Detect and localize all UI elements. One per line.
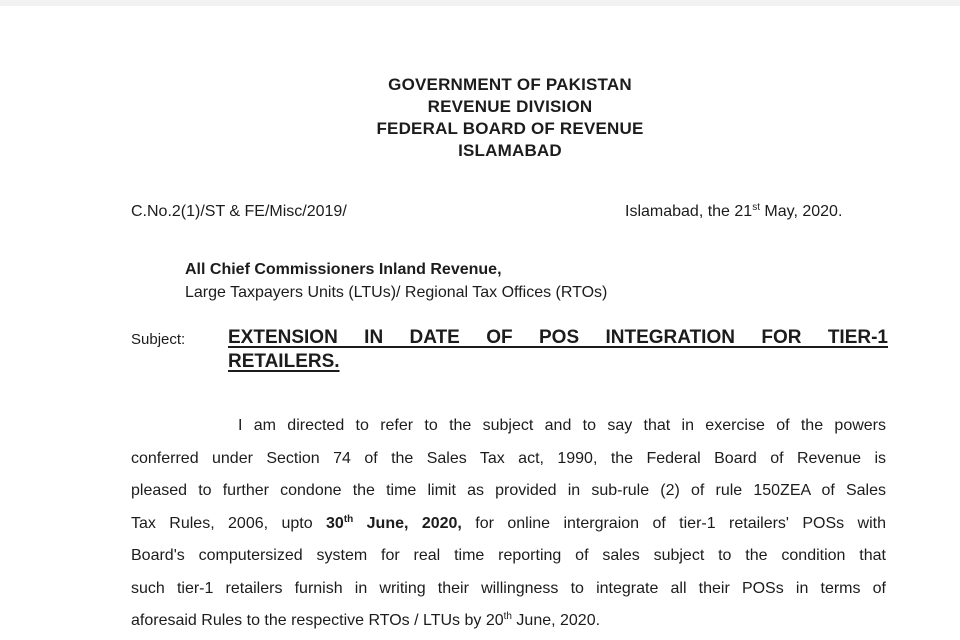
letterhead-government: GOVERNMENT OF PAKISTAN — [388, 75, 632, 94]
date-suffix: May, 2020. — [759, 203, 843, 220]
date-prefix: Islamabad, the 21 — [625, 203, 753, 220]
letterhead-division: REVENUE DIVISION — [427, 97, 593, 116]
deadline-month-year: June, 2020, — [353, 514, 462, 532]
addressee-offices: Large Taxpayers Units (LTUs)/ Regional Tax Offices (RTOs) — [185, 284, 608, 301]
willingness-date-ordinal: th — [503, 611, 512, 622]
body-line-2: conferred under Section 74 of the Sales Tax act, 1990, the Federal Board of Revenue is — [131, 449, 886, 467]
page-top-edge — [0, 0, 960, 6]
body-line-3: pleased to further condone the time limit as provided in sub-rule (2) of rule 150ZEA of Sales — [131, 482, 886, 499]
body-line-4 — [131, 508, 886, 541]
letterhead-city: ISLAMABAD — [458, 141, 562, 160]
deadline-day: 30 — [326, 514, 344, 532]
deadline-ordinal: th — [343, 513, 354, 525]
body-paragraph — [131, 410, 886, 638]
subject-label: Subject: — [131, 331, 186, 348]
letterhead-board: FEDERAL BOARD OF REVENUE — [376, 119, 644, 138]
body-line-4-end: for online intergraion of tier-1 retailers' POSs with — [461, 514, 887, 532]
body-line-6: such tier-1 retailers furnish in writing their willingness to integrate all their POSs in terms of — [131, 579, 886, 597]
body-line-7-start: aforesaid Rules to the respective RTOs / LTUs by 20 — [131, 612, 504, 629]
letterhead — [0, 74, 960, 162]
addressee-title: All Chief Commissioners Inland Revenue, — [185, 261, 502, 278]
addressee-block — [185, 258, 607, 304]
body-line-4-start: Tax Rules, 2006, upto — [131, 514, 327, 532]
letter-date — [625, 203, 842, 221]
reference-number: C.No.2(1)/ST & FE/Misc/2019/ — [131, 203, 347, 220]
subject-line-2: RETAILERS. — [228, 351, 340, 372]
deadline-date — [326, 515, 462, 532]
body-line-7 — [131, 605, 886, 638]
subject-heading — [228, 326, 888, 374]
subject-line-1: EXTENSION IN DATE OF POS INTEGRATION FOR TIER-1 — [228, 327, 888, 348]
date-ordinal: st — [752, 202, 760, 213]
body-line-7-end: June, 2020. — [511, 612, 601, 629]
body-line-5: Board's computersized system for real time reporting of sales subject to the condition that — [131, 547, 886, 564]
body-line-1: I am directed to refer to the subject and to say that in exercise of the powers — [238, 417, 886, 434]
